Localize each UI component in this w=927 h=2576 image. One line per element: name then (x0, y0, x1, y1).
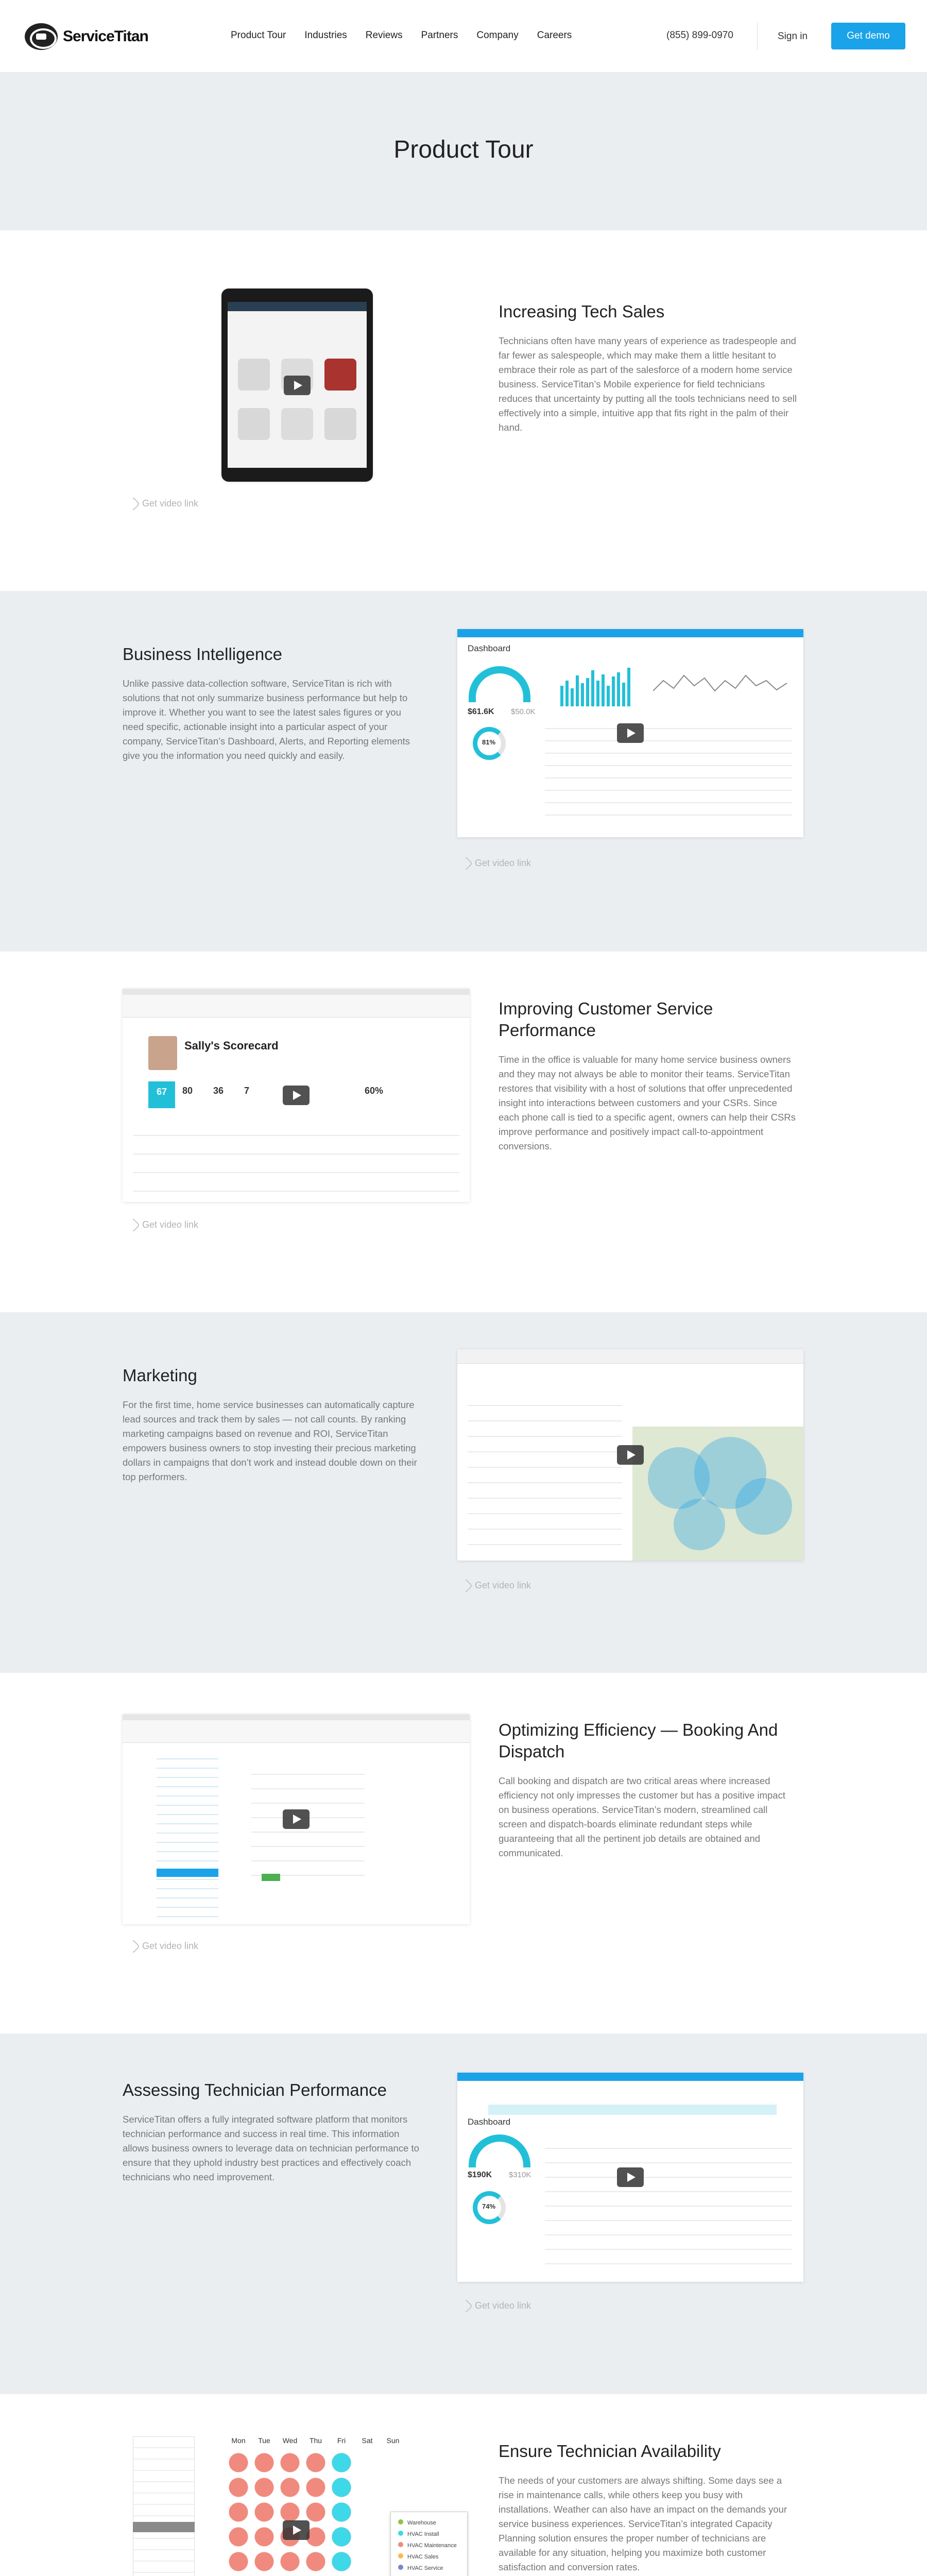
logo-text: ServiceTitan (63, 28, 148, 45)
get-demo-button[interactable]: Get demo (831, 23, 905, 49)
tablet-video[interactable] (221, 289, 373, 482)
site-header (0, 0, 927, 73)
logo[interactable] (25, 23, 148, 50)
booking-video[interactable] (123, 1714, 470, 1924)
section-text (123, 643, 421, 763)
section-title: Marketing (123, 1366, 197, 1385)
link-icon (126, 496, 140, 511)
dashboard-label: Dashboard (468, 643, 511, 653)
nav-partners[interactable]: Partners (421, 30, 458, 41)
sidebar-list (157, 1750, 218, 1920)
nav-reviews[interactable]: Reviews (365, 30, 403, 41)
section-tech-sales (0, 230, 927, 591)
get-video-link[interactable]: Get video link (128, 498, 198, 509)
capacity-video[interactable] (123, 2429, 470, 2576)
link-icon (458, 856, 473, 870)
bar-chart-icon (560, 665, 638, 706)
link-icon (126, 1939, 140, 1953)
section-title: Improving Customer Service Performance (499, 999, 713, 1040)
day-header: Mon Tue Wed Thu Fri Sat Sun (231, 2436, 400, 2445)
tech-performance-video[interactable]: Dashboard $190K $310K 74% (457, 2073, 803, 2282)
section-text (123, 2079, 421, 2184)
section-title: Business Intelligence (123, 645, 283, 664)
section-title: Assessing Technician Performance (123, 2080, 387, 2099)
section-technician-performance (0, 2033, 927, 2394)
technician-list (133, 2436, 195, 2576)
line-chart-icon (653, 665, 792, 706)
nav-careers[interactable]: Careers (537, 30, 572, 41)
play-icon[interactable] (617, 723, 644, 743)
section-business-intelligence (0, 591, 927, 952)
nav-company[interactable]: Company (476, 30, 519, 41)
play-icon[interactable] (283, 2520, 310, 2540)
section-text (499, 1719, 797, 1860)
hero (0, 73, 927, 230)
section-text (123, 1365, 421, 1484)
get-video-link[interactable]: Get video link (128, 1219, 198, 1230)
section-body: ServiceTitan offers a fully integrated software platform that monitors technician performance and success in real time. This information allows business owners to leverage data on technician performance to ensure that they uphold industry best practices and effectively coach technicians who need improvement. (123, 2114, 419, 2182)
get-video-link[interactable]: Get video link (128, 1941, 198, 1952)
avatar (148, 1036, 177, 1070)
link-icon (126, 1217, 140, 1232)
section-body: Call booking and dispatch are two critical areas where increased efficiency not only impresses the customer but has a positive impact on business operations. ServiceTitan’s modern, streamlined call screen and dispatch-boards eliminate redundant steps while guaranteeing that all the pertinent job details are obtained and communicated. (499, 1775, 785, 1858)
link-icon (458, 1578, 473, 1592)
main-nav (231, 30, 590, 41)
play-icon[interactable] (617, 1445, 644, 1465)
link-icon (458, 2298, 473, 2313)
section-title: Ensure Technician Availability (499, 2442, 721, 2461)
play-icon[interactable] (283, 1809, 310, 1829)
section-marketing (0, 1312, 927, 1673)
section-title: Optimizing Efficiency — Booking And Dispatch (499, 1720, 778, 1761)
section-text (499, 998, 797, 1154)
page-title: Product Tour (393, 136, 534, 163)
section-body: Technicians often have many years of experience as tradespeople and far fewer as salespeople, which may make them a little hesitant to embrace their role as part of the salesforce of a modern home service business. ServiceTitan’s Mobile experience for field technicians reduces that uncertainty by putting all the tools technicians need to sell effectively into a simple, intuitive app that fits right in the palm of their hand. (499, 335, 797, 433)
dashboard-video[interactable]: Dashboard $61.6K $50.0K 81% (457, 629, 803, 837)
marketing-video[interactable] (457, 1349, 803, 1561)
section-text (499, 301, 797, 435)
logo-icon (25, 23, 58, 50)
nav-product-tour[interactable]: Product Tour (231, 30, 286, 41)
play-icon[interactable] (284, 376, 311, 395)
get-video-link[interactable]: Get video link (460, 2300, 531, 2311)
section-title: Increasing Tech Sales (499, 302, 665, 321)
section-booking-dispatch (0, 1673, 927, 2033)
scorecard-title: Sally's Scorecard (184, 1039, 279, 1052)
section-technician-availability (0, 2394, 927, 2576)
get-video-link[interactable]: Get video link (460, 1580, 531, 1591)
section-body: Unlike passive data-collection software, ServiceTitan is rich with solutions that not only summarize business performance but help to improve it. Whether you want to see the latest sales figures or you need specific, actionable insight into a particular aspect of your company, ServiceTitan’s Dashboard, Alerts, and Reporting elements give you the information you need quickly and easily. (123, 678, 410, 761)
play-icon[interactable] (283, 1086, 310, 1105)
scorecard-video[interactable]: Sally's Scorecard 67 80 36 7 60% (123, 989, 470, 1202)
sign-in-link[interactable]: Sign in (778, 31, 808, 42)
get-video-link[interactable]: Get video link (460, 858, 531, 869)
section-body: For the first time, home service businesses can automatically capture lead sources and track them by sales — not call counts. By ranking marketing campaigns based on revenue and ROI, ServiceTitan empowers business owners to stop investing their precious marketing dollars in campaigns that don’t work and instead double down on their top performers. (123, 1399, 417, 1482)
section-text (499, 2441, 797, 2574)
section-body: The needs of your customers are always shifting. Some days see a rise in maintenance calls, while others keep you busy with installations. Weather can also have an impact on the demands your service business experiences. ServiceTitan’s integrated Capacity Planning solution ensures the proper number of technicians are available for any situation, helping you maximize both customer satisfaction and conversion rates. (499, 2475, 787, 2572)
map (632, 1427, 803, 1561)
header-phone[interactable]: (855) 899-0970 (666, 30, 733, 41)
legend-popup: Warehouse HVAC Install HVAC Maintenance HVAC Sales HVAC Service (390, 2512, 468, 2576)
nav-industries[interactable]: Industries (304, 30, 347, 41)
section-customer-service (0, 952, 927, 1312)
play-icon[interactable] (617, 2167, 644, 2187)
section-body: Time in the office is valuable for many home service business owners and they may not always be able to monitor their teams. ServiceTitan restores that visibility with a host of solutions that offer unprecedented insight into interactions between customers and your CSRs. Since each phone call is tied to a specific agent, owners can help their CSRs improve performance and positively impact call-to-appointment conversions. (499, 1054, 796, 1151)
divider (757, 23, 758, 49)
